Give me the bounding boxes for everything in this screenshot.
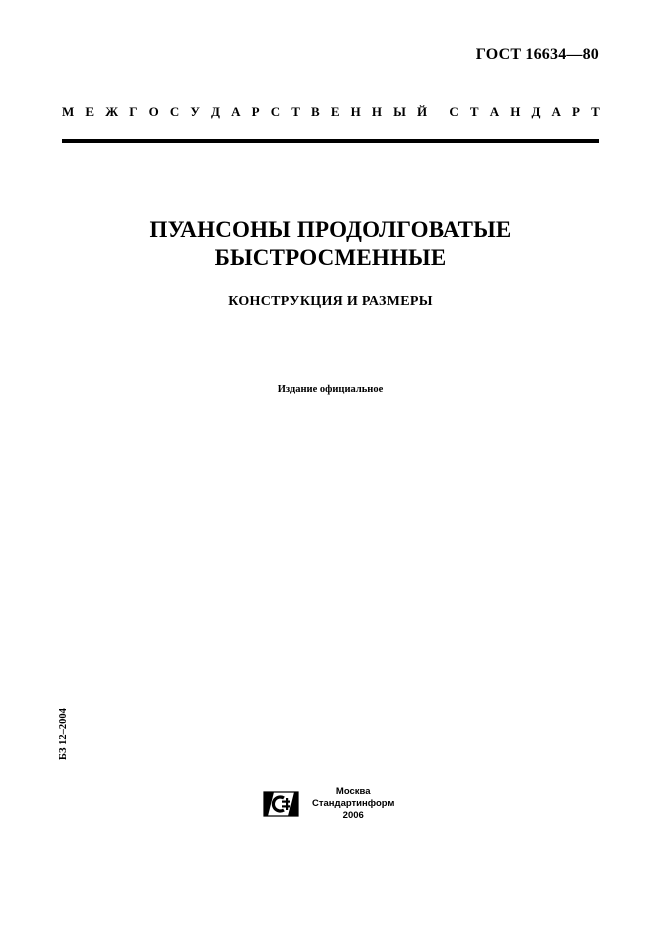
standard-type-letter: Г <box>129 104 138 119</box>
standard-type-letter: Р <box>572 104 580 119</box>
publisher-text <box>312 786 394 822</box>
standard-type-letter: С <box>449 104 459 119</box>
gost-number: ГОСТ 16634—80 <box>475 46 599 63</box>
publisher-name: Стандартинформ <box>312 798 395 809</box>
document-title-line: ПУАНСОНЫ ПРОДОЛГОВАТЫЕ <box>149 217 512 242</box>
standard-type-letter: В <box>311 104 320 119</box>
side-code: БЗ 12–2004 <box>58 708 69 760</box>
standard-type-letter: С <box>169 104 180 119</box>
standard-type-letter: Ы <box>393 104 406 119</box>
standard-type-letter: М <box>62 104 75 119</box>
standard-type-letter: Д <box>531 104 541 119</box>
document-title-line: БЫСТРОСМЕННЫЕ <box>214 245 447 270</box>
header-rule <box>62 139 599 143</box>
standard-type-letter: Й <box>417 104 428 119</box>
edition-note: Издание официальное <box>277 384 384 395</box>
standard-type-letter: Т <box>291 104 300 119</box>
document-subtitle: КОНСТРУКЦИЯ И РАЗМЕРЫ <box>228 294 433 309</box>
title-block <box>0 216 661 310</box>
standard-type-letter: А <box>489 104 500 119</box>
standard-type-letter: А <box>231 104 241 119</box>
standard-type-letter: Ж <box>105 104 119 119</box>
publisher-block <box>262 786 394 822</box>
standard-type-letter: А <box>551 104 561 119</box>
standard-type-letter: Т <box>469 104 479 119</box>
standard-type-letter: Н <box>350 104 361 119</box>
publisher-year: 2006 <box>342 810 364 821</box>
standard-type-heading <box>62 104 600 120</box>
standard-type-letter: Н <box>510 104 521 119</box>
standard-type-letter: Е <box>330 104 340 119</box>
standard-type-letter: Е <box>85 104 95 119</box>
standard-type-letter: Н <box>371 104 382 119</box>
standard-type-letter: С <box>270 104 281 119</box>
publisher-city: Москва <box>335 786 371 797</box>
standard-type-letter: О <box>148 104 159 119</box>
standard-type-letter: У <box>190 104 200 119</box>
standard-type-letter: Р <box>251 104 260 119</box>
standard-type-letter: Т <box>591 104 600 119</box>
standard-type-letter: Д <box>211 104 220 119</box>
standartinform-logo-icon <box>262 789 300 819</box>
document-title <box>0 216 661 272</box>
